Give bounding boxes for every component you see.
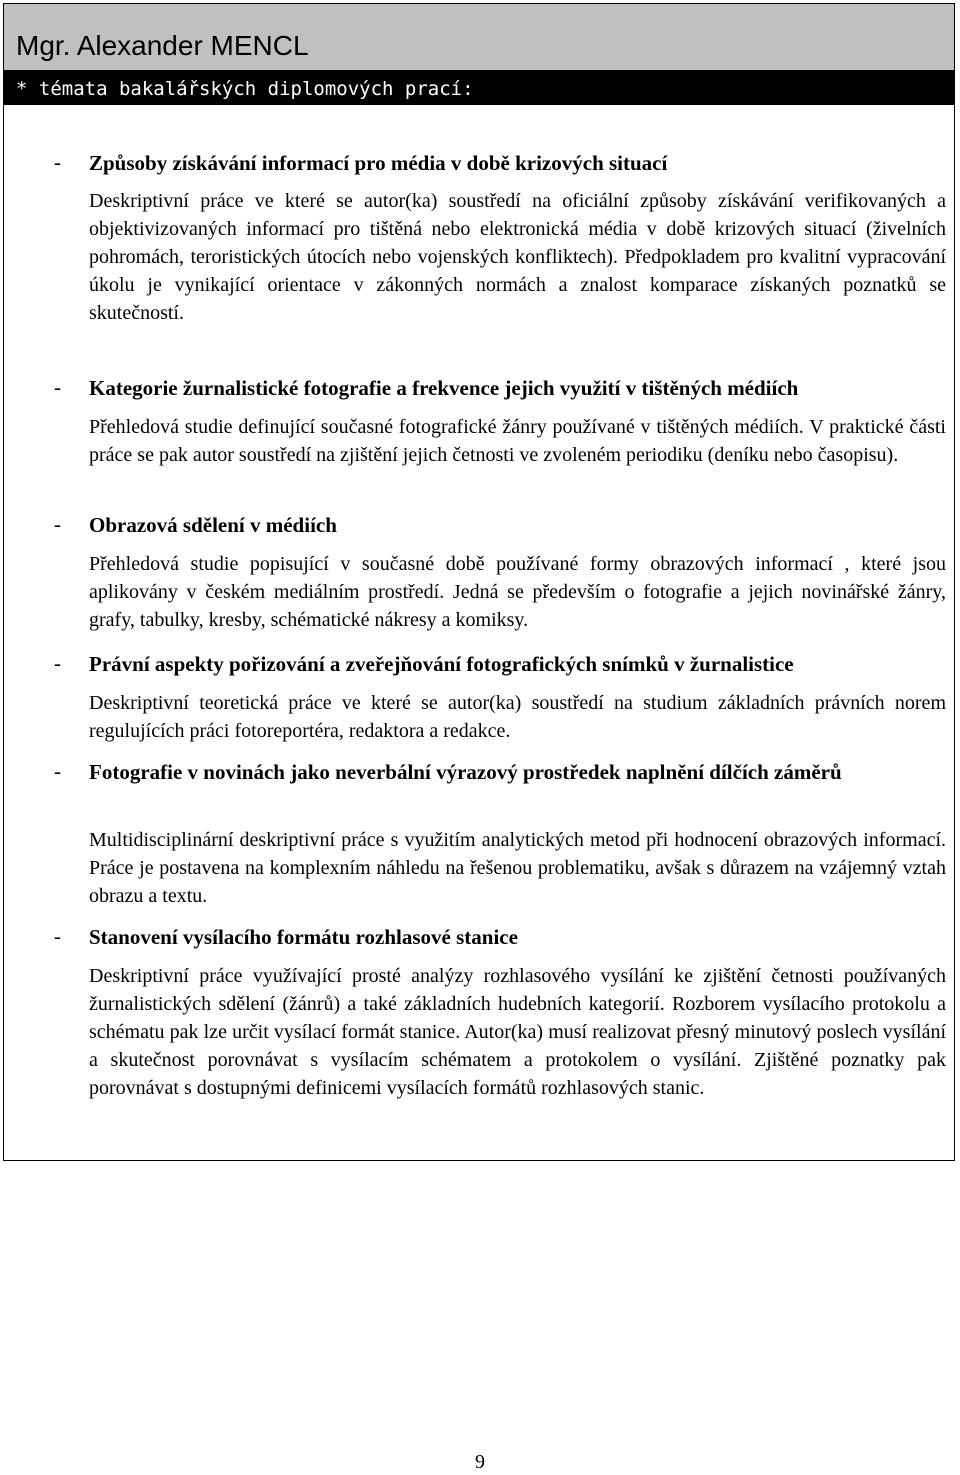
topic-description: Deskriptivní práce ve které se autor(ka) soustředí na oficiální způsoby získávání verifikovaných a objektivizovaných informací pro tištěná nebo elektronická média v době krizových situací (živelních pohromách, teroristických útocích nebo vojenských konfliktech). Předpokladem pro kvalitní vypracování úkolu je vynikající orientace v zákonných normách a znalost komparace získaných poznatků se skutečností. xyxy=(89,190,946,324)
topic-description: Přehledová studie definující současné fotografické žánry používané v tištěných médiích. V praktické části práce se pak autor soustředí na zjištění jejich četnosti ve zvoleném periodiku (deníku nebo časopisu). xyxy=(89,416,946,466)
topic-title: Kategorie žurnalistické fotografie a frekvence jejich využití v tištěných médiích xyxy=(89,376,799,400)
topics-frame xyxy=(3,3,955,1161)
topic-title: Fotografie v novinách jako neverbální výrazový prostředek naplnění dílčích záměrů xyxy=(89,760,842,784)
topic-description: Multidisciplinární deskriptivní práce s využitím analytických metod při hodnocení obrazových informací. Práce je postavena na komplexním náhledu na řešenou problematiku, avšak s důrazem na vzájemný vztah obrazu a textu. xyxy=(89,829,946,907)
page-number: 9 xyxy=(475,1451,485,1473)
topic-bullet: - xyxy=(54,375,61,399)
topic-bullet: - xyxy=(54,924,61,948)
topic-bullet: - xyxy=(54,512,61,536)
topic-title: Právní aspekty pořizování a zveřejňování fotografických snímků v žurnalistice xyxy=(89,652,794,676)
topic-bullet: - xyxy=(54,150,61,174)
topic-title: Obrazová sdělení v médiích xyxy=(89,513,337,537)
author-header xyxy=(4,4,954,70)
topic-bullet: - xyxy=(54,651,61,675)
topic-title: Stanovení vysílacího formátu rozhlasové stanice xyxy=(89,925,518,949)
section-label: * témata bakalářských diplomových prací: xyxy=(16,78,474,100)
topic-description: Deskriptivní teoretická práce ve které se autor(ka) soustředí na studium základních právních norem regulujících práci fotoreportéra, redaktora a redakce. xyxy=(89,692,946,742)
topic-description: Deskriptivní práce využívající prosté analýzy rozhlasového vysílání ke zjištění četnosti používaných žurnalistických sdělení (žánrů) a také základních hudebních kategorií. Rozborem vysílacího protokolu a schématu pak lze určit vysílací formát stanice. Autor(ka) musí realizovat přesný minutový poslech vysílání a skutečnost porovnávat s vysílacím schématem a protokolem o vysílání. Zjištěné poznatky pak porovnávat s dostupnými definicemi vysílacích formátů rozhlasových stanic. xyxy=(89,965,946,1099)
topic-title: Způsoby získávání informací pro média v době krizových situací xyxy=(89,151,668,175)
author-name: Mgr. Alexander MENCL xyxy=(16,30,309,61)
topic-description: Přehledová studie popisující v současné době používané formy obrazových informací , které jsou aplikovány v českém mediálním prostředí. Jedná se především o fotografie a jejich novinářské žánry, grafy, tabulky, kresby, schématické nákresy a komiksy. xyxy=(89,553,946,631)
topic-bullet: - xyxy=(54,759,61,783)
section-header xyxy=(4,70,954,105)
